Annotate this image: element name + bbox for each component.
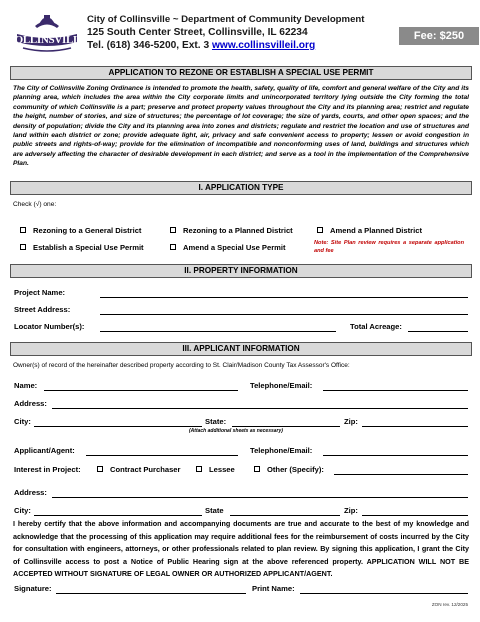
total-acreage-field[interactable] xyxy=(408,331,468,332)
option-rezone-general[interactable]: Rezoning to a General District xyxy=(20,226,141,235)
check-instruction: Check (√) one: xyxy=(13,201,57,208)
checkbox[interactable] xyxy=(170,244,176,250)
owner-address-field[interactable] xyxy=(52,408,468,409)
applicant-city-label: City: xyxy=(14,506,31,515)
page-header xyxy=(6,10,472,54)
owner-phone-field[interactable] xyxy=(323,390,468,391)
svg-text:COLLINSVILLE: COLLINSVILLE xyxy=(6,34,88,46)
department-address: 125 South Center Street, Collinsville, IL 62234 xyxy=(87,27,308,38)
signature-label: Signature: xyxy=(14,584,52,593)
owner-city-label: City: xyxy=(14,417,31,426)
applicant-city-field[interactable] xyxy=(34,515,202,516)
section-property-info: II. PROPERTY INFORMATION xyxy=(10,264,472,278)
option-establish-sup[interactable]: Establish a Special Use Permit xyxy=(20,243,144,252)
option-rezone-planned[interactable]: Rezoning to a Planned District xyxy=(170,226,293,235)
intro-paragraph: The City of Collinsville Zoning Ordinance is intended to promote the health, safety, quality of life, comfort and general welfare of the City and its planning area, which includes the area within the City corporate limits and unincorporated territory lying outside the City forming the total community of which Collinsville is a part; preserve and protect property values throughout the City and its planning area; restrict and regulate the height, number of stories, and size of structures; the percentage of lot coverage; the size of yards, courts, and other open spaces; and the density of population; divide the City and its planning area into zones and districts; regulate and restrict the location and use of structures and land within each district or zone; provide adequate light, air, privacy and safe convenient access to property; lessen or avoid congestion in public streets and rights-of-way; provide for the elimination of incompatible and nonconforming uses of land, buildings and structures which are adversely affecting the character of desirable development in each district; and serve as a tool in the implementation of the Comprehensive Plan. xyxy=(13,85,469,168)
project-name-label: Project Name: xyxy=(14,288,66,297)
checkbox[interactable] xyxy=(97,466,103,472)
street-address-label: Street Address: xyxy=(14,305,71,314)
department-info xyxy=(87,13,364,52)
project-name-field[interactable] xyxy=(100,297,468,298)
department-phone: Tel. (618) 346-5200, Ext. 3 www.collinsvilleil.org xyxy=(87,40,316,51)
owner-address-label: Address: xyxy=(14,399,47,408)
owner-note: Owner(s) of record of the hereinafter described property according to St. Clair/Madison County Tax Assessor's Office: xyxy=(13,362,350,369)
locator-label: Locator Number(s): xyxy=(14,322,85,331)
applicant-address-field[interactable] xyxy=(52,497,468,498)
checkbox[interactable] xyxy=(20,227,26,233)
owner-name-field[interactable] xyxy=(44,390,238,391)
applicant-phone-label: Telephone/Email: xyxy=(250,446,313,455)
department-name: City of Collinsville ~ Department of Community Development xyxy=(87,14,365,25)
applicant-state-label: State xyxy=(205,506,224,515)
checkbox[interactable] xyxy=(20,244,26,250)
print-name-label: Print Name: xyxy=(252,584,295,593)
interest-label: Interest in Project: xyxy=(14,465,81,474)
locator-field[interactable] xyxy=(100,331,336,332)
applicant-label: Applicant/Agent: xyxy=(14,446,75,455)
print-name-field[interactable] xyxy=(300,593,468,594)
interest-contract-purchaser[interactable]: Contract Purchaser xyxy=(97,465,180,474)
attach-note: (Attach additional sheets as necessary) xyxy=(189,428,283,434)
applicant-address-label: Address: xyxy=(14,488,47,497)
section-application-type: I. APPLICATION TYPE xyxy=(10,181,472,195)
owner-phone-label: Telephone/Email: xyxy=(250,381,313,390)
certification-statement: I hereby certify that the above information and accompanying documents are true and accurate to the best of my knowledge and acknowledge that the processing of this application may require additional fees for the reimbursement of costs incurred by the City for consultation with engineers, attorneys, or other professionals related to plan review. By signing this application, I grant the City of Collinsville access to post a Notice of Public Hearing sign at the above referenced property. APPLICATION WILL NOT BE ACCEPTED WITHOUT SIGNATURE OF LEGAL OWNER OR AUTHORIZED APPLICANT/AGENT. xyxy=(13,519,469,579)
applicant-phone-field[interactable] xyxy=(323,455,468,456)
owner-name-label: Name: xyxy=(14,381,38,390)
checkbox[interactable] xyxy=(170,227,176,233)
street-address-field[interactable] xyxy=(100,314,468,315)
owner-city-field[interactable] xyxy=(34,426,202,427)
option-amend-planned[interactable]: Amend a Planned District xyxy=(317,226,422,235)
revision-note: ZON rev. 12/2025 xyxy=(431,602,468,607)
section-applicant-info: III. APPLICANT INFORMATION xyxy=(10,342,472,356)
checkbox[interactable] xyxy=(317,227,323,233)
checkbox[interactable] xyxy=(254,466,260,472)
applicant-zip-field[interactable] xyxy=(362,515,468,516)
applicant-field[interactable] xyxy=(86,455,238,456)
option-amend-sup[interactable]: Amend a Special Use Permit xyxy=(170,243,286,252)
owner-zip-label: Zip: xyxy=(344,417,358,426)
owner-state-label: State: xyxy=(205,417,227,426)
signature-field[interactable] xyxy=(56,593,246,594)
form-title: APPLICATION TO REZONE OR ESTABLISH A SPECIAL USE PERMIT xyxy=(10,66,472,80)
interest-lessee[interactable]: Lessee xyxy=(196,465,235,474)
interest-other-field[interactable] xyxy=(334,474,468,475)
site-plan-note: Note: Site Plan review requires a separate application and fee xyxy=(314,240,464,254)
applicant-zip-label: Zip: xyxy=(344,506,358,515)
website-link[interactable]: www.collinsvilleil.org xyxy=(211,40,316,51)
interest-other[interactable]: Other (Specify): xyxy=(254,465,324,474)
applicant-state-field[interactable] xyxy=(230,515,340,516)
checkbox[interactable] xyxy=(196,466,202,472)
fee-badge: Fee: $250 xyxy=(399,27,479,45)
total-acreage-label: Total Acreage: xyxy=(350,322,402,331)
collinsville-logo xyxy=(6,12,88,54)
owner-zip-field[interactable] xyxy=(362,426,468,427)
owner-state-field[interactable] xyxy=(232,426,340,427)
